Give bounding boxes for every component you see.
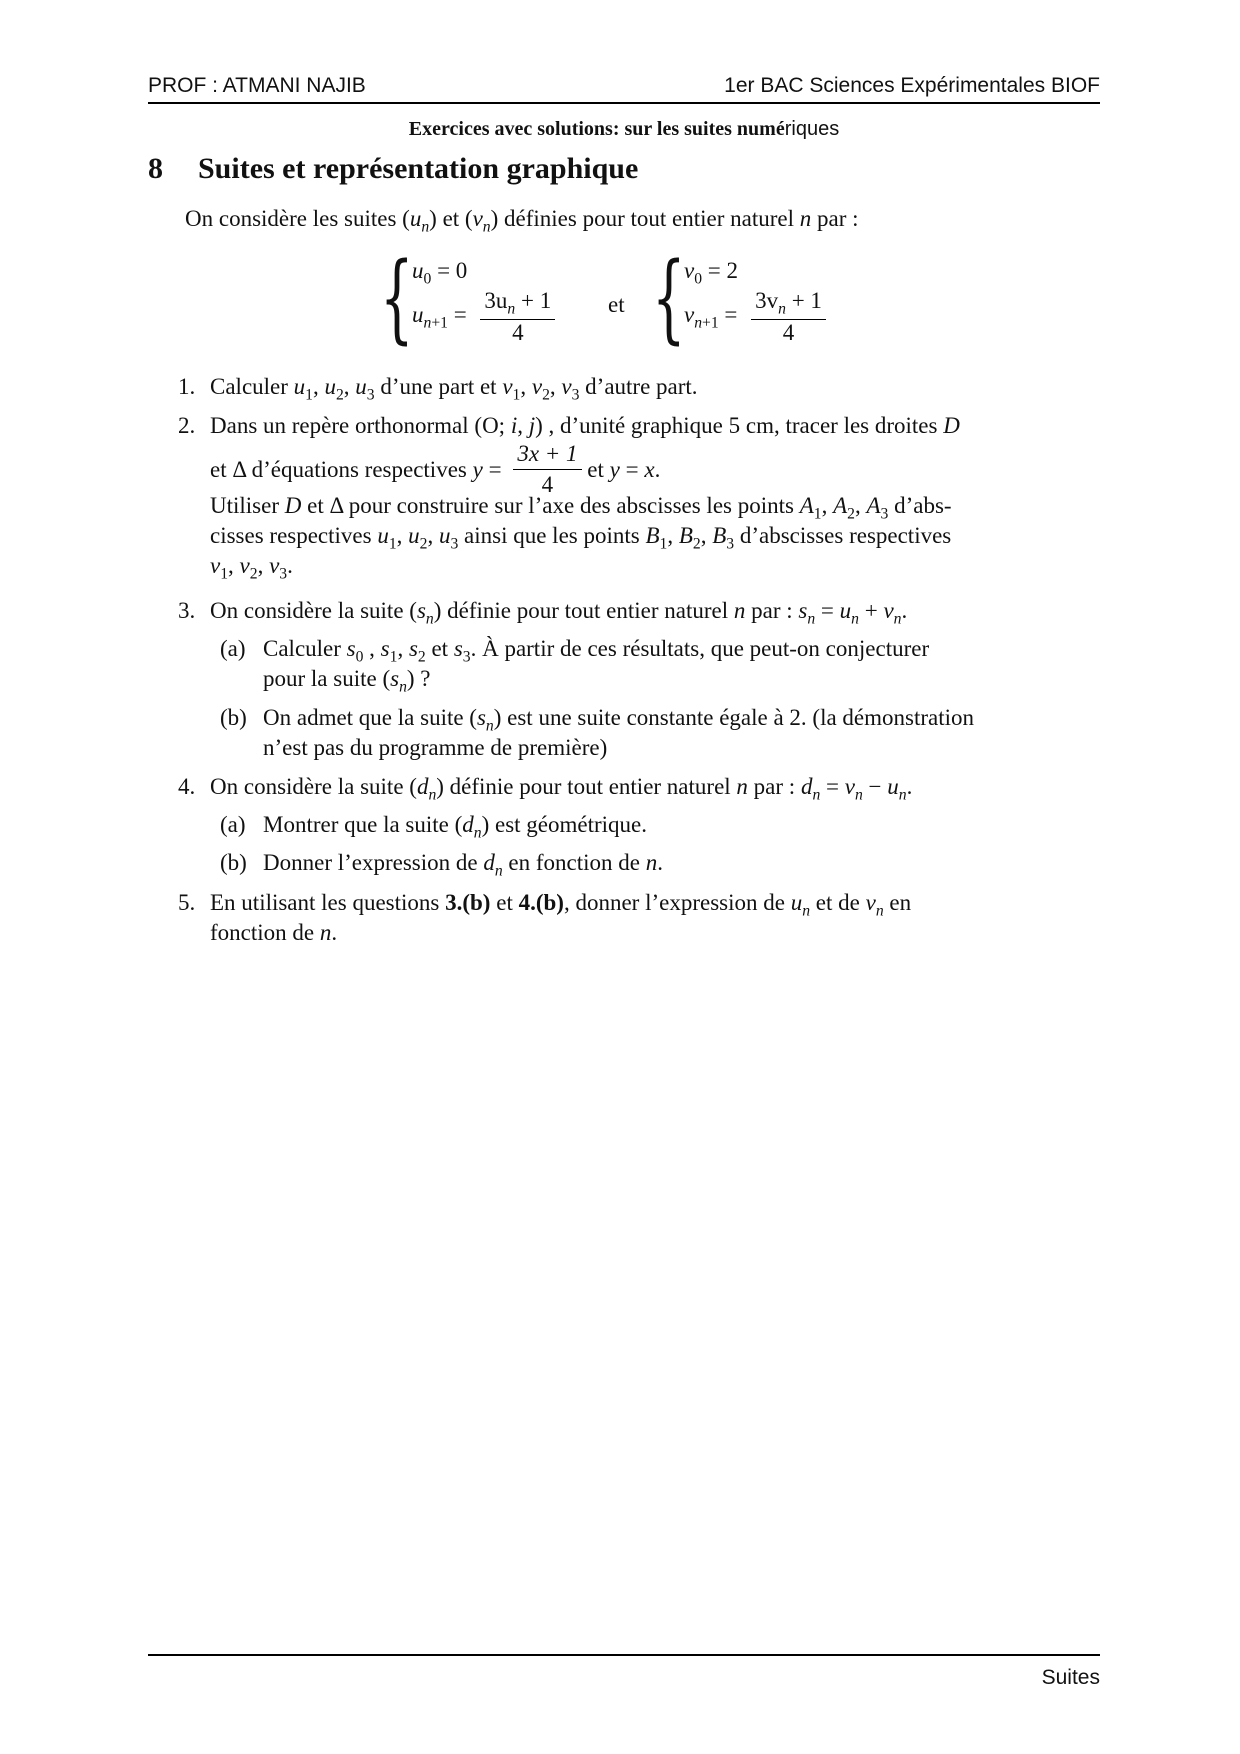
document-subtitle: Exercices avec solutions: sur les suites numériques — [408, 118, 840, 140]
question-5: 5. En utilisant les questions 3.(b) et 4.(b), donner l’expression de $u_n$ et de $v_n$ en fonction de n. — [178, 890, 912, 945]
footer-label: Suites — [1041, 1666, 1100, 1689]
header-rule — [148, 102, 1100, 104]
u0-definition: $u_0 = 0$ — [412, 258, 468, 288]
v0-definition: $v_0 = 2$ — [684, 258, 739, 288]
section-heading — [148, 152, 638, 186]
question-2: 2. Dans un repère orthonormal (O; i, j) , d’unité graphique 5 cm, tracer les droites D et Δ d’équations respectives y = $\frac{3x + 1}{4}$ et y = x. Utiliser D et Δ pour construire sur l’axe des abscisses les points $A_1$, $A_2$, $A_3$ d’abs- cisses respectives $u_1$, $u_2$, $u_3$ ainsi que les points $B_1$, $B_2$, $B_3$ d’abscisses respectives $v_1$, $v_2$, $v_3$. — [178, 413, 960, 583]
v-recurrence: $v_{n+1}$ = $\frac{3v_n + 1}{4}$ — [684, 288, 826, 346]
intro-paragraph: On considère les suites $(u_n)$ et $(v_n)$ définies pour tout entier naturel n par : — [185, 206, 859, 236]
section-number: 8 — [148, 152, 163, 185]
systems-connector: et — [608, 292, 625, 317]
footer-rule — [148, 1654, 1100, 1656]
header-level: 1er BAC Sciences Expérimentales BIOF — [724, 74, 1100, 97]
recurrence-systems — [380, 242, 880, 358]
question-4: 4. On considère la suite $(d_n)$ définie pour tout entier naturel n par : $d_n = v_n - u_n$. (a) Montrer que la suite $(d_n)$ est géométrique. (b) Donner l’expression de $d_n$ en fonction de n. — [178, 774, 913, 880]
section-title: Suites et représentation graphique — [198, 152, 639, 185]
left-brace-v: { — [652, 242, 686, 354]
question-3: 3. On considère la suite $(s_n)$ définie pour tout entier naturel n par : $s_n = u_n + v_n$. (a) Calculer $s_0$ , $s_1$, $s_2$ et $s_3$. À partir de ces résultats, que peut-on conjecturer pour la suite $(s_n)$ ? (b) On admet que la suite $(s_n)$ est une suite constante égale à 2. (la démonstration n’est pas du programme de première) — [178, 598, 975, 760]
header-author: PROF : ATMANI NAJIB — [148, 74, 366, 97]
u-recurrence: $u_{n+1}$ = $\frac{3u_n + 1}{4}$ — [412, 288, 555, 346]
page-header — [148, 74, 1100, 104]
left-brace-u: { — [380, 242, 414, 354]
document-page: PROF : ATMANI NAJIB 1er BAC Sciences Expérimentales BIOF Exercices avec solutions: sur les suites numériques 8 Suites et représentation graphique On considère les suites $(u_n)$ et $(v_n)$ définies pour tout entier naturel n par : { $u_0 = 0$ $u_{n+1}$ = $\frac{3u_n + 1}{4}$ et { $v_0 = 2$ $v_{n+1}$ = $\frac{3v_n + 1}{4}$ 1. Calculer $u_1$, $u_2$, $u_3$ d’une part et $v_1$, $v_2$, $v_3$ d’autre part. 2. Dans un repère orthonormal (O; i, j) , d’unité graphique 5 cm, tracer les droites D et Δ d’équations respectives y = $\frac{3x + 1}{4}$ et y = x. Utiliser D et Δ pour construire sur l’axe des abscisses les points $A_1$, $A_2$, $A_3$ d’abs- cisses respectives $u_1$, $u_2$, $u_3$ ainsi que les points $B_1$, $B_2$, $B_3$ d’abscisses respectives $v_1$, $v_2$, $v_3$. 3. On considère la suite $(s_n)$ définie pour tout entier naturel n par : $s_n = u_n + v_n$. (a) Calculer $s_0$ , $s_1$, $s_2$ et $s_3$. À partir de ces résultats, que peut-on conjecturer pour la suite $(s_n)$ ? (b) On admet que la suite $(s_n)$ est une suite constante égale à 2. (la démonstration n’est pas du programme de première) 4. On considère la suite $(d_n)$ définie pour tout entier naturel n par : $d_n = v_n - u_n$. (a) Montrer que la suite $(d_n)$ est géométrique. (b) Donner l’expression de $d_n$ en fonction de n. 5. En utilisant les questions 3.(b) et 4.(b), donner l’expression de $u_n$ et de $v_n$ en fonction de n. Suites — [148, 74, 1100, 1689]
